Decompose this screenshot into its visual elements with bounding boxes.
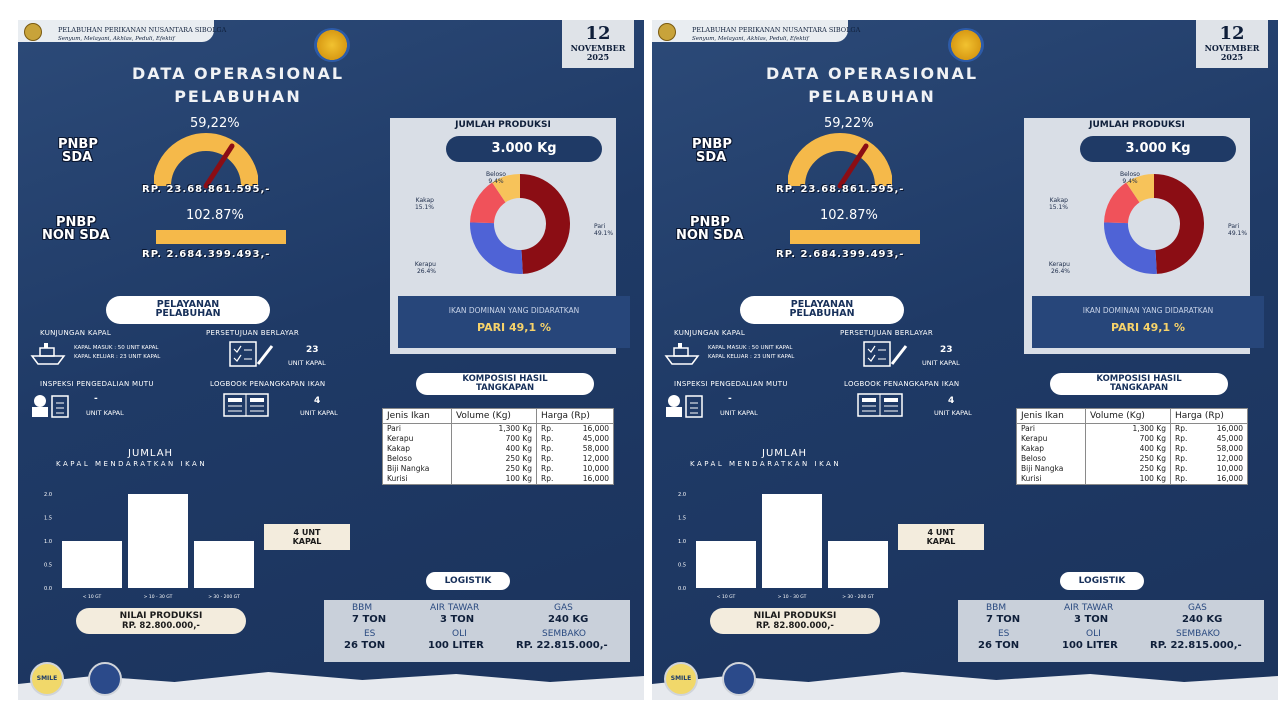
oli-label: OLI xyxy=(1086,629,1101,639)
pie-pct-label: 26.4% xyxy=(1050,268,1070,275)
fish-volume: 100 Kg xyxy=(1085,474,1170,485)
bar xyxy=(696,541,756,588)
fish-price: Rp. 58,000 xyxy=(1171,444,1248,454)
title-line-2: PELABUHAN xyxy=(174,87,302,106)
kapal-keluar: KAPAL KELUAR : 23 UNIT KAPAL xyxy=(74,354,161,360)
kapal-keluar: KAPAL KELUAR : 23 UNIT KAPAL xyxy=(708,354,795,360)
pnbp-sda-gauge xyxy=(788,132,892,190)
pnbp-non-sda-rp: RP. 2.684.399.493,- xyxy=(142,249,271,260)
fish-volume: 250 Kg xyxy=(451,454,536,464)
table-row xyxy=(383,464,614,474)
fish-price: Rp. 45,000 xyxy=(537,434,614,444)
table-row xyxy=(1017,424,1248,435)
pie-slice-kerapu xyxy=(1104,222,1157,274)
fish-price: Rp. 16,000 xyxy=(1171,424,1248,435)
garuda-emblem-icon xyxy=(948,28,984,62)
chart-subtitle: KAPAL MENDARATKAN IKAN xyxy=(56,460,208,468)
ppn-logo-icon xyxy=(24,23,42,41)
komposisi-pill: KOMPOSISI HASIL TANGKAPAN xyxy=(1050,373,1228,395)
title-line-2: PELABUHAN xyxy=(808,87,936,106)
fish-volume: 250 Kg xyxy=(1085,464,1170,474)
fish-price: Rp. 16,000 xyxy=(1171,474,1248,485)
fish-name: Kerapu xyxy=(383,434,452,444)
table-row xyxy=(1017,444,1248,454)
pnbp-sda-label: PNBP SDA xyxy=(692,137,732,165)
table-row xyxy=(1017,464,1248,474)
inspeksi-num: - xyxy=(728,394,732,404)
production-pie xyxy=(390,168,616,278)
nilai-value: RP. 82.800.000,- xyxy=(756,621,834,631)
fish-volume: 100 Kg xyxy=(451,474,536,485)
es-label: ES xyxy=(364,629,376,639)
ships-total-box: 4 UNT KAPAL xyxy=(264,524,350,550)
bbm-label: BBM xyxy=(986,603,1007,613)
org-name: PELABUHAN PERIKANAN NUSANTARA SIBOLGA xyxy=(692,26,861,34)
air-value: 3 TON xyxy=(1074,614,1109,625)
org-motto: Senyum, Melayani, Akhlas, Peduli, Efektif xyxy=(58,36,175,42)
pie-label: Beloso xyxy=(1120,171,1140,178)
x-tick-label: > 30 - 200 GT xyxy=(208,595,240,600)
production-title: JUMLAH PRODUKSI xyxy=(455,120,551,130)
x-tick-label: < 10 GT xyxy=(716,595,736,600)
ship-icon xyxy=(662,342,702,366)
pnbp-non-sda-pct: 102.87% xyxy=(820,208,878,223)
dominant-fish-box xyxy=(1032,296,1264,348)
pie-slice-kerapu xyxy=(470,222,523,274)
pnbp-sda-rp: RP. 23.68.861.595,- xyxy=(776,184,905,195)
checklist-icon xyxy=(228,340,274,368)
pelayanan-pill: PELAYANAN PELABUHAN xyxy=(106,296,270,324)
persetujuan-num: 23 xyxy=(306,345,319,355)
fish-name: Beloso xyxy=(1017,454,1086,464)
y-tick-label: 0.0 xyxy=(44,586,52,592)
fish-price: Rp. 12,000 xyxy=(1171,454,1248,464)
table-row xyxy=(1017,454,1248,464)
kunjungan-label: KUNJUNGAN KAPAL xyxy=(674,329,746,337)
composition-header: Harga (Rp) xyxy=(1171,409,1248,424)
pie-pct-label: 49.1% xyxy=(1228,230,1248,237)
dominant-fish-box xyxy=(398,296,630,348)
date-box xyxy=(1196,20,1268,68)
pie-pct-label: 9.4% xyxy=(488,178,504,185)
x-tick-label: > 10 - 30 GT xyxy=(143,595,173,600)
fish-name: Biji Nangka xyxy=(1017,464,1086,474)
sembako-label: SEMBAKO xyxy=(1176,629,1220,639)
es-label: ES xyxy=(998,629,1010,639)
persetujuan-unit: UNIT KAPAL xyxy=(288,359,326,367)
pnbp-non-sda-label: PNBP NON SDA xyxy=(42,215,110,243)
table-row xyxy=(383,424,614,435)
pnbp-non-sda-bar xyxy=(156,230,286,244)
table-row xyxy=(383,444,614,454)
fish-name: Kakap xyxy=(1017,444,1086,454)
air-label: AIR TAWAR xyxy=(430,603,480,613)
logbook-unit: UNIT KAPAL xyxy=(934,409,972,417)
fish-volume: 250 Kg xyxy=(1085,454,1170,464)
pnbp-sda-pct: 59,22% xyxy=(824,116,874,131)
logistik-box xyxy=(324,600,630,662)
composition-header: Jenis Ikan xyxy=(1017,409,1086,424)
pie-pct-label: 26.4% xyxy=(416,268,436,275)
title-line-1: DATA OPERASIONAL xyxy=(131,64,345,83)
persetujuan-label: PERSETUJUAN BERLAYAR xyxy=(206,329,299,337)
pie-label: Pari xyxy=(594,223,606,230)
nilai-label: NILAI PRODUKSI xyxy=(753,611,837,621)
table-row xyxy=(383,454,614,464)
pie-label: Kerapu xyxy=(414,261,436,268)
sembako-label: SEMBAKO xyxy=(542,629,586,639)
date-year: 2025 xyxy=(586,52,610,62)
pnbp-sda-gauge xyxy=(154,132,258,190)
kapal-masuk: KAPAL MASUK : 50 UNIT KAPAL xyxy=(708,345,793,351)
bar xyxy=(194,541,254,588)
y-tick-label: 1.5 xyxy=(678,515,686,522)
chart-title: JUMLAH xyxy=(762,448,808,459)
oli-label: OLI xyxy=(452,629,467,639)
date-month: NOVEMBER xyxy=(1204,43,1260,53)
logbook-num: 4 xyxy=(314,396,321,406)
ships-bar-chart xyxy=(660,468,910,608)
bar xyxy=(62,541,122,588)
production-pie xyxy=(1024,168,1250,278)
fish-price: Rp. 16,000 xyxy=(537,424,614,435)
ships-total-box: 4 UNT KAPAL xyxy=(898,524,984,550)
pnbp-sda-rp: RP. 23.68.861.595,- xyxy=(142,184,271,195)
production-title: JUMLAH PRODUKSI xyxy=(1089,120,1185,130)
bar xyxy=(128,494,188,588)
pie-pct-label: 15.1% xyxy=(1048,204,1068,211)
pie-slice-pari xyxy=(520,174,570,274)
fish-name: Pari xyxy=(1017,424,1086,435)
date-day: 12 xyxy=(1219,23,1245,44)
fish-volume: 700 Kg xyxy=(1085,434,1170,444)
title-line-1: DATA OPERASIONAL xyxy=(765,64,979,83)
dominant-label: IKAN DOMINAN YANG DIDARATKAN xyxy=(1082,306,1214,315)
kunjungan-label: KUNJUNGAN KAPAL xyxy=(40,329,112,337)
poster-right xyxy=(652,20,1278,700)
bbm-value: 7 TON xyxy=(352,614,387,625)
logistik-pill: LOGISTIK xyxy=(426,572,510,590)
fish-name: Biji Nangka xyxy=(383,464,452,474)
pie-pct-label: 49.1% xyxy=(594,230,614,237)
fish-price: Rp. 58,000 xyxy=(537,444,614,454)
pie-label: Kakap xyxy=(1049,197,1068,204)
fish-name: Kerapu xyxy=(1017,434,1086,444)
es-value: 26 TON xyxy=(978,640,1020,651)
dominant-value: PARI 49,1 % xyxy=(1111,321,1185,334)
es-value: 26 TON xyxy=(344,640,386,651)
gas-value: 240 KG xyxy=(1182,614,1223,625)
pie-label: Beloso xyxy=(486,171,506,178)
inspeksi-unit: UNIT KAPAL xyxy=(720,409,758,417)
composition-header: Volume (Kg) xyxy=(1085,409,1170,424)
gas-value: 240 KG xyxy=(548,614,589,625)
pnbp-non-sda-bar xyxy=(790,230,920,244)
gas-label: GAS xyxy=(1188,603,1207,613)
chart-subtitle: KAPAL MENDARATKAN IKAN xyxy=(690,460,842,468)
production-total: 3.000 Kg xyxy=(1080,136,1236,162)
oli-value: 100 LITER xyxy=(1062,640,1118,651)
pie-pct-label: 15.1% xyxy=(414,204,434,211)
oli-value: 100 LITER xyxy=(428,640,484,651)
komposisi-pill: KOMPOSISI HASIL TANGKAPAN xyxy=(416,373,594,395)
nilai-value: RP. 82.800.000,- xyxy=(122,621,200,631)
fish-name: Kurisi xyxy=(383,474,452,485)
kapal-masuk: KAPAL MASUK : 50 UNIT KAPAL xyxy=(74,345,159,351)
inspeksi-label: INSPEKSI PENGEDALIAN MUTU xyxy=(40,380,154,388)
poster-left xyxy=(18,20,644,700)
pnbp-non-sda-label: PNBP NON SDA xyxy=(676,215,744,243)
checklist-icon xyxy=(862,340,908,368)
fish-name: Kakap xyxy=(383,444,452,454)
x-tick-label: < 10 GT xyxy=(82,595,102,600)
pie-label: Kakap xyxy=(415,197,434,204)
fish-price: Rp. 10,000 xyxy=(1171,464,1248,474)
ships-bar-chart xyxy=(26,468,276,608)
pie-slice-pari xyxy=(1154,174,1204,274)
bbm-value: 7 TON xyxy=(986,614,1021,625)
fish-volume: 400 Kg xyxy=(451,444,536,454)
nilai-produksi-pill xyxy=(710,608,880,634)
pnbp-sda-pct: 59,22% xyxy=(190,116,240,131)
date-month: NOVEMBER xyxy=(570,43,626,53)
inspector-icon xyxy=(662,392,706,418)
logistik-box xyxy=(958,600,1264,662)
y-tick-label: 2.0 xyxy=(44,492,52,498)
y-tick-label: 0.5 xyxy=(678,562,686,569)
date-box xyxy=(562,20,634,68)
persetujuan-num: 23 xyxy=(940,345,953,355)
inspector-icon xyxy=(28,392,72,418)
pie-pct-label: 9.4% xyxy=(1122,178,1138,185)
pnbp-non-sda-pct: 102.87% xyxy=(186,208,244,223)
nilai-label: NILAI PRODUKSI xyxy=(119,611,203,621)
y-tick-label: 1.0 xyxy=(44,539,52,545)
table-row xyxy=(1017,474,1248,485)
sembako-value: RP. 22.815.000,- xyxy=(516,640,608,651)
fish-name: Kurisi xyxy=(1017,474,1086,485)
x-tick-label: > 30 - 200 GT xyxy=(842,595,874,600)
nilai-produksi-pill xyxy=(76,608,246,634)
composition-table xyxy=(382,408,614,485)
persetujuan-label: PERSETUJUAN BERLAYAR xyxy=(840,329,933,337)
composition-header: Jenis Ikan xyxy=(383,409,452,424)
org-name: PELABUHAN PERIKANAN NUSANTARA SIBOLGA xyxy=(58,26,227,34)
fish-name: Pari xyxy=(383,424,452,435)
fish-price: Rp. 16,000 xyxy=(537,474,614,485)
fish-name: Beloso xyxy=(383,454,452,464)
fish-volume: 1,300 Kg xyxy=(451,424,536,435)
logbook-num: 4 xyxy=(948,396,955,406)
inspeksi-num: - xyxy=(94,394,98,404)
table-row xyxy=(1017,434,1248,444)
production-total: 3.000 Kg xyxy=(446,136,602,162)
logbook-icon xyxy=(856,392,904,418)
ship-icon xyxy=(28,342,68,366)
inspeksi-label: INSPEKSI PENGEDALIAN MUTU xyxy=(674,380,788,388)
fish-price: Rp. 12,000 xyxy=(537,454,614,464)
fish-volume: 1,300 Kg xyxy=(1085,424,1170,435)
wbk-logo-icon xyxy=(722,662,756,696)
smile-logo-icon: SMILE xyxy=(30,662,64,696)
sembako-value: RP. 22.815.000,- xyxy=(1150,640,1242,651)
ppn-logo-icon xyxy=(658,23,676,41)
pelayanan-pill: PELAYANAN PELABUHAN xyxy=(740,296,904,324)
y-tick-label: 0.5 xyxy=(44,562,52,569)
logbook-unit: UNIT KAPAL xyxy=(300,409,338,417)
composition-header: Harga (Rp) xyxy=(537,409,614,424)
chart-title: JUMLAH xyxy=(128,448,174,459)
date-day: 12 xyxy=(585,23,611,44)
y-tick-label: 1.0 xyxy=(678,539,686,545)
logbook-icon xyxy=(222,392,270,418)
pnbp-non-sda-rp: RP. 2.684.399.493,- xyxy=(776,249,905,260)
bar xyxy=(828,541,888,588)
air-value: 3 TON xyxy=(440,614,475,625)
fish-volume: 250 Kg xyxy=(451,464,536,474)
fish-volume: 700 Kg xyxy=(451,434,536,444)
pie-label: Pari xyxy=(1228,223,1240,230)
dominant-value: PARI 49,1 % xyxy=(477,321,551,334)
logbook-label: LOGBOOK PENANGKAPAN IKAN xyxy=(844,380,960,388)
org-motto: Senyum, Melayani, Akhlas, Peduli, Efektif xyxy=(692,36,809,42)
dominant-label: IKAN DOMINAN YANG DIDARATKAN xyxy=(448,306,580,315)
composition-table xyxy=(1016,408,1248,485)
table-row xyxy=(383,474,614,485)
y-tick-label: 0.0 xyxy=(678,586,686,592)
wbk-logo-icon xyxy=(88,662,122,696)
logbook-label: LOGBOOK PENANGKAPAN IKAN xyxy=(210,380,326,388)
y-tick-label: 2.0 xyxy=(678,492,686,498)
inspeksi-unit: UNIT KAPAL xyxy=(86,409,124,417)
x-tick-label: > 10 - 30 GT xyxy=(777,595,807,600)
fish-price: Rp. 45,000 xyxy=(1171,434,1248,444)
smile-logo-icon: SMILE xyxy=(664,662,698,696)
pnbp-sda-label: PNBP SDA xyxy=(58,137,98,165)
bar xyxy=(762,494,822,588)
logistik-pill: LOGISTIK xyxy=(1060,572,1144,590)
fish-volume: 400 Kg xyxy=(1085,444,1170,454)
air-label: AIR TAWAR xyxy=(1064,603,1114,613)
bbm-label: BBM xyxy=(352,603,373,613)
garuda-emblem-icon xyxy=(314,28,350,62)
pie-label: Kerapu xyxy=(1048,261,1070,268)
composition-header: Volume (Kg) xyxy=(451,409,536,424)
date-year: 2025 xyxy=(1220,52,1244,62)
y-tick-label: 1.5 xyxy=(44,515,52,522)
table-row xyxy=(383,434,614,444)
persetujuan-unit: UNIT KAPAL xyxy=(922,359,960,367)
gas-label: GAS xyxy=(554,603,573,613)
fish-price: Rp. 10,000 xyxy=(537,464,614,474)
